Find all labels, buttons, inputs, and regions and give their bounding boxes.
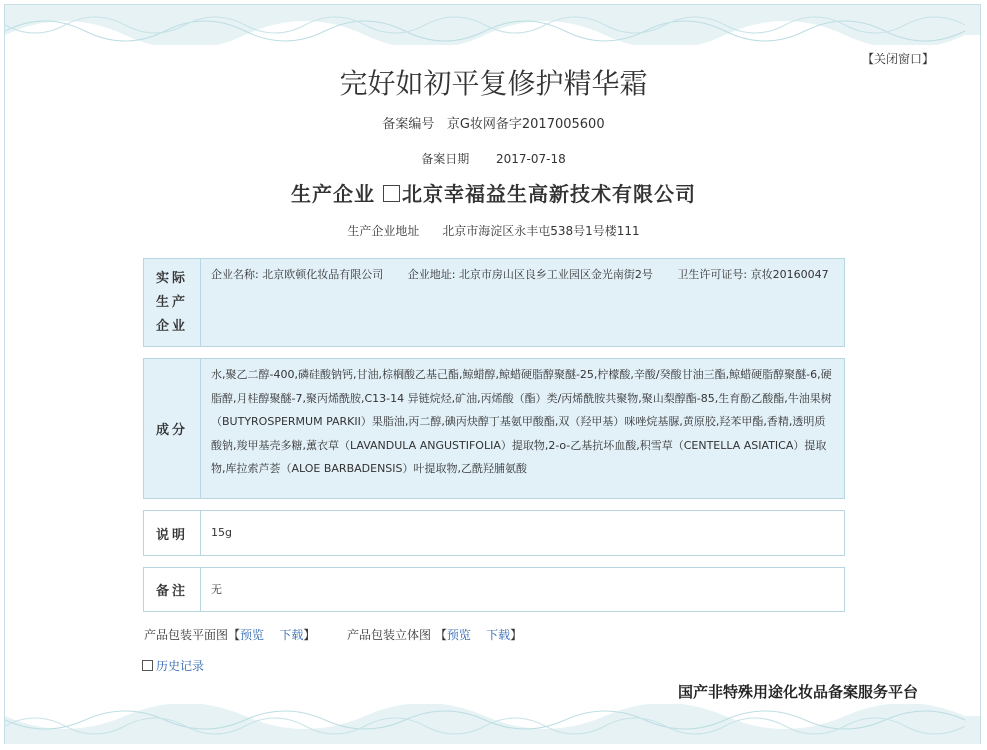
packaging-links: 产品包装平面图【预览 下载】 产品包装立体图 【预览 下载】 [144, 628, 523, 642]
ingredients-label: 成分 [144, 359, 201, 498]
flat-download-link[interactable]: 下载 [279, 628, 304, 642]
record-date-label: 备案日期 [421, 152, 470, 166]
actual-company-content [201, 259, 844, 346]
license-label: 卫生许可证号: [677, 268, 748, 281]
page-title: 完好如初平复修护精华霜 [339, 67, 648, 100]
flat-preview-link[interactable]: 预览 [240, 628, 265, 642]
company-address-label: 企业地址: [407, 268, 456, 281]
company-address: 北京市房山区良乡工业园区金光南街2号 [458, 268, 653, 281]
manufacturer-address-label: 生产企业地址 [347, 224, 420, 238]
actual-company-row [143, 258, 845, 347]
license-number: 京妆20160047 [750, 268, 829, 281]
record-number [0, 113, 987, 132]
bottom-wave-decoration [5, 704, 980, 744]
manufacturer-address-value: 北京市海淀区永丰屯538号1号楼111 [442, 224, 640, 238]
flat-packaging-label: 产品包装平面图 [144, 628, 229, 642]
record-date-value: 2017-07-18 [495, 152, 566, 166]
company-name: 北京欧顿化妆品有限公司 [262, 268, 384, 281]
ingredients-text: 水,聚乙二醇-400,磷硅酸钠钙,甘油,棕榈酸乙基己酯,鲸蜡醇,鲸蜡硬脂醇聚醚-25,柠檬酸,辛酸/癸酸甘油三酯,鲸蜡硬脂醇聚醚-6,硬脂醇,月桂醇聚醚-7,聚丙烯酰胺,C13-14 异链烷烃,矿油,丙烯酸（酯）类/丙烯酰胺共聚物,聚山梨醇酯-85,生育酚乙酸酯,牛油果树（BUTYROSPERMUM PARKII）果脂油,丙二醇,碘丙炔醇丁基氨甲酸酯,双（羟甲基）咪唑烷基脲,黄原胶,羟苯甲酯,香精,透明质酸钠,羧甲基壳多糖,薰衣草（LAVANDULA ANGUSTIFOLIA）提取物,2-o-乙基抗坏血酸,积雪草（CENTELLA ASIATICA）提取物,库拉索芦荟（ALOE BARBADENSIS）叶提取物,乙酰羟脯氨酸 [211, 368, 832, 475]
manufacturer-address [0, 222, 987, 239]
record-number-value: 京G妆网备字2017005600 [446, 117, 605, 132]
remarks-value: 无 [211, 582, 222, 596]
close-window-link[interactable]: 【关闭窗口】 [862, 52, 935, 66]
description-row [143, 510, 845, 556]
stereo-preview-link[interactable]: 预览 [446, 628, 471, 642]
company-name-label: 企业名称: [211, 268, 259, 281]
stereo-download-link[interactable]: 下载 [486, 628, 511, 642]
record-date [0, 150, 987, 167]
description-label: 说明 [144, 511, 201, 555]
manufacturer-name: 北京幸福益生高新技术有限公司 [402, 182, 696, 206]
manufacturer [0, 178, 987, 207]
remarks-row [143, 567, 845, 612]
record-number-label: 备案编号 [382, 117, 435, 132]
top-wave-decoration [5, 5, 980, 45]
actual-company-label: 实际 生产 企业 [144, 259, 201, 346]
remarks-label: 备注 [144, 568, 201, 611]
history-icon [142, 660, 153, 671]
manufacturer-label: 生产企业 [291, 182, 375, 206]
platform-name: 国产非特殊用途化妆品备案服务平台 [678, 683, 919, 701]
description-value: 15g [211, 526, 232, 539]
stereo-packaging-label: 产品包装立体图 [346, 628, 431, 642]
ingredients-row [143, 358, 845, 499]
history-label[interactable]: 历史记录 [156, 659, 205, 673]
checkbox-icon [383, 185, 400, 202]
history-link[interactable] [142, 657, 204, 674]
